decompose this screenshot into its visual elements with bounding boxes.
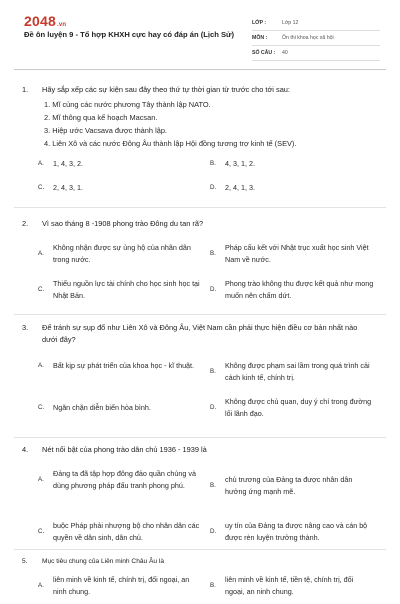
- option-label: C.: [38, 286, 45, 293]
- option-label: B.: [210, 160, 216, 167]
- question-3: [14, 322, 386, 432]
- answer-options: [14, 352, 386, 432]
- question-text: Mục tiêu chung của Liên minh Châu Âu là: [42, 558, 165, 565]
- answer-options: [14, 462, 386, 554]
- meta-label: SỐ CÂU :: [252, 50, 276, 56]
- option-c[interactable]: [38, 278, 202, 302]
- option-a[interactable]: [38, 360, 202, 372]
- option-label: D.: [210, 286, 217, 293]
- option-text: 2, 4, 3, 1.: [53, 183, 83, 192]
- question-divider: [14, 549, 386, 550]
- question-divider: [14, 207, 386, 208]
- option-b[interactable]: [210, 574, 374, 598]
- option-text: chủ trương của Đảng ta được nhân dân hưởng ứng mạnh mẽ.: [225, 475, 353, 496]
- option-text: Phong trào không thu được kết quả như mong muốn nên chấm dứt.: [225, 279, 374, 300]
- option-b[interactable]: [210, 360, 374, 384]
- option-label: B.: [210, 582, 216, 589]
- document-title: Đề ôn luyện 9 - Tổ hợp KHXH cực hay có đáp án (Lịch Sử): [24, 30, 235, 39]
- question-text: Hãy sắp xếp các sự kiện sau đây theo thứ tự thời gian từ trước cho tới sau:: [42, 85, 290, 94]
- document-header: [0, 0, 400, 70]
- option-b[interactable]: [210, 242, 374, 266]
- option-text: Không được chủ quan, duy ý chí trong đường lối lãnh đạo.: [225, 397, 372, 418]
- question-number: 2.: [22, 219, 29, 228]
- meta-value: 40: [282, 50, 288, 56]
- statement-item: 1. Mĩ củng các nước phương Tây thành lập NATO.: [44, 100, 211, 109]
- option-label: A.: [38, 362, 44, 369]
- question-number: 5.: [22, 558, 28, 565]
- statement-item: 2. Mĩ thông qua kế hoạch Macsan.: [44, 113, 158, 122]
- option-c[interactable]: [38, 520, 208, 544]
- option-d[interactable]: [210, 396, 374, 420]
- option-text: Pháp cấu kết với Nhật trục xuất học sinh Việt Nam về nước.: [225, 243, 369, 264]
- option-b[interactable]: [210, 474, 374, 498]
- option-text: Không được phạm sai lầm trong quá trình cải cách kinh tế, chính trị.: [225, 361, 370, 382]
- question-text: Vì sao tháng 8 -1908 phong trào Đông du tan rã?: [42, 219, 204, 228]
- statement-item: 3. Hiệp ước Vacsava được thành lập.: [44, 126, 167, 135]
- option-label: D.: [210, 528, 217, 535]
- question-4: [14, 444, 386, 554]
- option-c[interactable]: [38, 182, 198, 194]
- answer-options: [14, 156, 386, 206]
- option-a[interactable]: [38, 242, 202, 266]
- question-number: 4.: [22, 445, 29, 454]
- option-text: liên minh về kinh tế, chính trị, đối ngoại, an ninh chung.: [53, 575, 190, 596]
- option-text: Ngăn chặn diễn biến hòa bình.: [53, 403, 151, 412]
- option-label: D.: [210, 184, 217, 191]
- question-text: Nét nổi bật của phong trào dân chủ 1936 - 1939 là: [42, 445, 207, 454]
- question-5: [14, 556, 386, 604]
- question-text: Để tránh sự sụp đổ như Liên Xô và Đông Âu, Việt Nam cần phải thực hiện điều cơ bản nhất nào dưới đây?: [42, 323, 358, 344]
- option-d[interactable]: [210, 182, 370, 194]
- option-label: B.: [210, 368, 216, 375]
- meta-label: MÔN :: [252, 35, 268, 41]
- site-logo[interactable]: [24, 13, 66, 29]
- question-2: [14, 218, 386, 312]
- meta-row-subject: [252, 31, 380, 46]
- option-b[interactable]: [210, 158, 370, 170]
- logo-main: 2048: [24, 13, 56, 29]
- logo-tld: .vn: [56, 22, 67, 28]
- option-text: Bất kịp sự phát triển của khoa học - kĩ thuật.: [53, 361, 195, 370]
- option-text: liên minh về kinh tế, tiền tệ, chính trị, đối ngoại, an ninh chung.: [225, 575, 354, 596]
- option-label: A.: [38, 160, 44, 167]
- option-label: B.: [210, 482, 216, 489]
- option-text: 1, 4, 3, 2.: [53, 159, 83, 168]
- option-label: A.: [38, 582, 44, 589]
- option-a[interactable]: [38, 468, 208, 492]
- question-divider: [14, 437, 386, 438]
- option-label: A.: [38, 250, 44, 257]
- option-label: A.: [38, 476, 44, 483]
- option-text: Thiếu nguồn lực tài chính cho học sinh học tại Nhật Bản.: [53, 279, 200, 300]
- option-a[interactable]: [38, 574, 202, 598]
- option-text: 2, 4, 1, 3.: [225, 183, 255, 192]
- option-text: uy tín của Đảng ta được nâng cao và cán bộ được rèn luyện trưởng thành.: [225, 521, 368, 542]
- meta-value: Ôn thi khoa học xã hội: [282, 35, 334, 41]
- question-number: 3.: [22, 323, 29, 332]
- header-divider: [14, 69, 386, 70]
- meta-label: LỚP :: [252, 20, 267, 26]
- option-text: Đảng ta đã tập hợp đông đảo quần chúng và dùng phương pháp đấu tranh phong phú.: [53, 469, 196, 490]
- meta-row-count: [252, 46, 380, 61]
- option-label: C.: [38, 404, 45, 411]
- option-text: 4, 3, 1, 2.: [225, 159, 255, 168]
- option-label: C.: [38, 184, 45, 191]
- option-text: buộc Pháp phải nhượng bộ cho nhân dân các quyền về dân sinh, dân chủ.: [53, 521, 200, 542]
- document-meta: [252, 16, 380, 61]
- option-text: Không nhận được sự ủng hộ của nhân dân trong nước.: [53, 243, 191, 264]
- statement-item: 4. Liên Xô và các nước Đông Âu thành lập Hội đồng tương trợ kinh tế (SEV).: [44, 139, 297, 148]
- meta-row-class: [252, 16, 380, 31]
- statement-list: [44, 98, 386, 150]
- option-label: C.: [38, 528, 45, 535]
- question-1: [14, 84, 386, 206]
- meta-value: Lớp 12: [282, 20, 299, 26]
- option-d[interactable]: [210, 278, 374, 302]
- question-number: 1.: [22, 85, 29, 94]
- option-label: B.: [210, 250, 216, 257]
- option-d[interactable]: [210, 520, 374, 544]
- option-a[interactable]: [38, 158, 198, 170]
- option-c[interactable]: [38, 402, 202, 414]
- option-label: D.: [210, 404, 217, 411]
- answer-options: [14, 236, 386, 312]
- question-divider: [14, 314, 386, 315]
